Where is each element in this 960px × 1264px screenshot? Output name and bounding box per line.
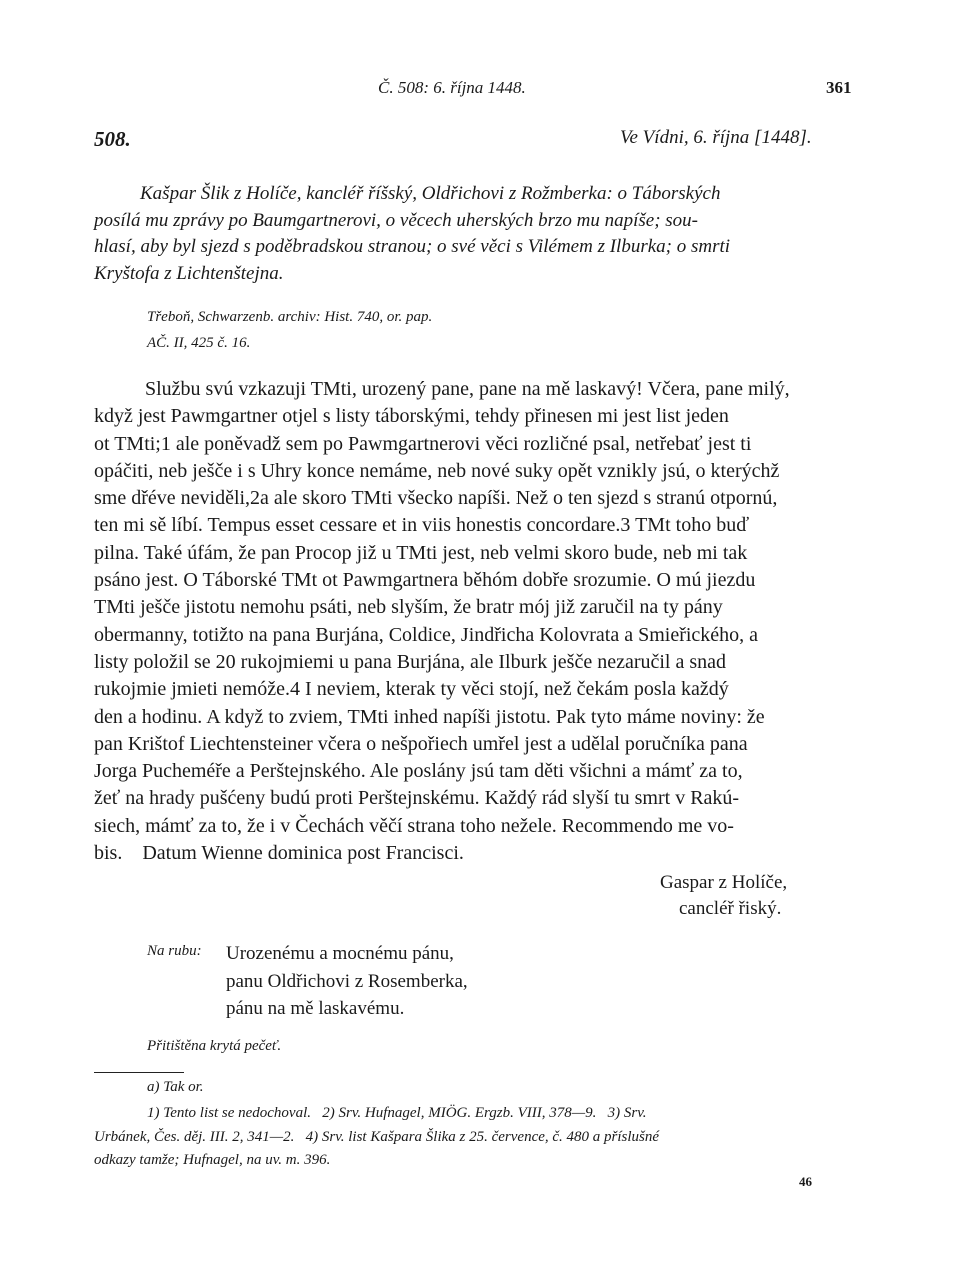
body-line: sme dřéve neviděli,2a ale skoro TMti všecko napíši. Než o ten sjezd s stranú otpornú, xyxy=(94,487,778,510)
body-line: bis. Datum Wienne dominica post Francisci. xyxy=(94,842,464,865)
address-line: panu Oldřichovi z Rosemberka, xyxy=(226,970,468,992)
source-archive: Třeboň, Schwarzenb. archiv: Hist. 740, or. pap. xyxy=(147,309,433,325)
body-line: obermanny, totižto na pana Burjána, Coldice, Jindřicha Kolovrata a Smieřického, a xyxy=(94,623,759,646)
regest-line: Kašpar Šlik z Holíče, kancléř říšský, Oldřichovi z Rožmberka: o Táborských xyxy=(140,183,721,204)
body-line: pan Krištof Liechtensteiner včera o nešpořiech umřel jest a udělal poručníka pana xyxy=(94,732,748,755)
footnote-line: 1) Tento list se nedochoval. 2) Srv. Hufnagel, MIÖG. Ergzb. VIII, 378—9. 3) Srv. xyxy=(147,1105,647,1121)
regest-line: posílá mu zprávy po Baumgartnerovi, o věcech uherských brzo mu napíše; sou- xyxy=(94,209,699,231)
document-number: 508. xyxy=(94,127,131,151)
body-line: listy položil se 20 rukojmiemi u pana Burjána, ale Ilburk ješče nezaručil a snad xyxy=(94,650,727,673)
footnote-rule xyxy=(94,1072,184,1073)
regest-line: hlasí, aby byl sjezd s poděbradskou stranou; o své věci s Vilémem z Ilburka; o smrti xyxy=(94,236,731,257)
body-line: ten mi sě líbí. Tempus esset cessare et in viis honestis concordare.3 TMt toho buď xyxy=(94,514,750,537)
body-line: Službu svú vzkazuji TMti, urozený pane, pane na mě laskavý! Včera, pane milý, xyxy=(145,378,790,400)
running-head: Č. 508: 6. října 1448. xyxy=(378,78,526,97)
body-line: když jest Pawmgartner otjel s listy táborskými, tehdy přinesen mi jest list jeden xyxy=(94,405,729,428)
body-line: ot TMti;1 ale poněvadž sem po Pawmgartnerovi věci rozličné psal, netřebať jest ti xyxy=(94,432,752,455)
body-line: psáno jest. O Táborské TMt ot Pawmgartnera běhóm dobře srozumie. O mú jiezdu xyxy=(94,569,756,592)
seal-note: Přitištěna krytá pečeť. xyxy=(147,1038,282,1054)
footnote-line: Urbánek, Čes. děj. III. 2, 341—2. 4) Srv. list Kašpara Šlika z 25. července, č. 480 a příslušné xyxy=(94,1129,660,1145)
sheet-number: 46 xyxy=(799,1174,812,1189)
footnote-textual: a) Tak or. xyxy=(147,1079,204,1095)
address-line: pánu na mě laskavému. xyxy=(226,998,405,1019)
body-line: Jorga Pucheméře a Perštejnského. Ale poslány jsú tam děti všichni a mámť za to, xyxy=(94,760,743,783)
body-line: siech, mámť za to, že i v Čechách věčí strana toho nežele. Recommendo me vo- xyxy=(94,814,734,837)
body-line: den a hodinu. A když to zviem, TMti inhed napíši jistotu. Pak tyto máme noviny: že xyxy=(94,705,765,728)
body-line: pilna. Také úfám, že pan Procop již u TMti jest, neb velmi skoro bude, neb mi tak xyxy=(94,541,748,564)
signature-title: cancléř řiský. xyxy=(679,898,782,919)
regest xyxy=(94,181,730,287)
letter-body xyxy=(94,376,790,867)
address xyxy=(226,940,468,1023)
body-line: opáčiti, neb ješče i s Uhry konce nemáme, neb nové suky opět vznikly jsú, o kterýchž xyxy=(94,459,780,482)
regest-line: Kryštofa z Lichtenštejna. xyxy=(94,262,284,284)
page-number: 361 xyxy=(826,78,852,97)
body-line: žeť na hrady pušćeny budú proti Perštejnskému. Každý rád slyší tu smrt v Rakú- xyxy=(94,787,740,810)
body-line: rukojmie jmieti nemóže.4 I neviem, kterak ty věci stojí, než čekám posla každý xyxy=(94,678,729,701)
footnote-line: odkazy tamže; Hufnagel, na uv. m. 396. xyxy=(94,1152,331,1168)
body-line: TMti ješče jistotu nemohu psáti, neb slyším, že bratr mój již zaručil na ty pány xyxy=(94,596,723,619)
place-date: Ve Vídni, 6. října [1448]. xyxy=(620,127,812,148)
address-line: Urozenému a mocnému pánu, xyxy=(226,943,454,964)
signature-name: Gaspar z Holíče, xyxy=(660,872,788,893)
address-label: Na rubu: xyxy=(147,943,202,959)
source-edition: AČ. II, 425 č. 16. xyxy=(147,335,251,351)
